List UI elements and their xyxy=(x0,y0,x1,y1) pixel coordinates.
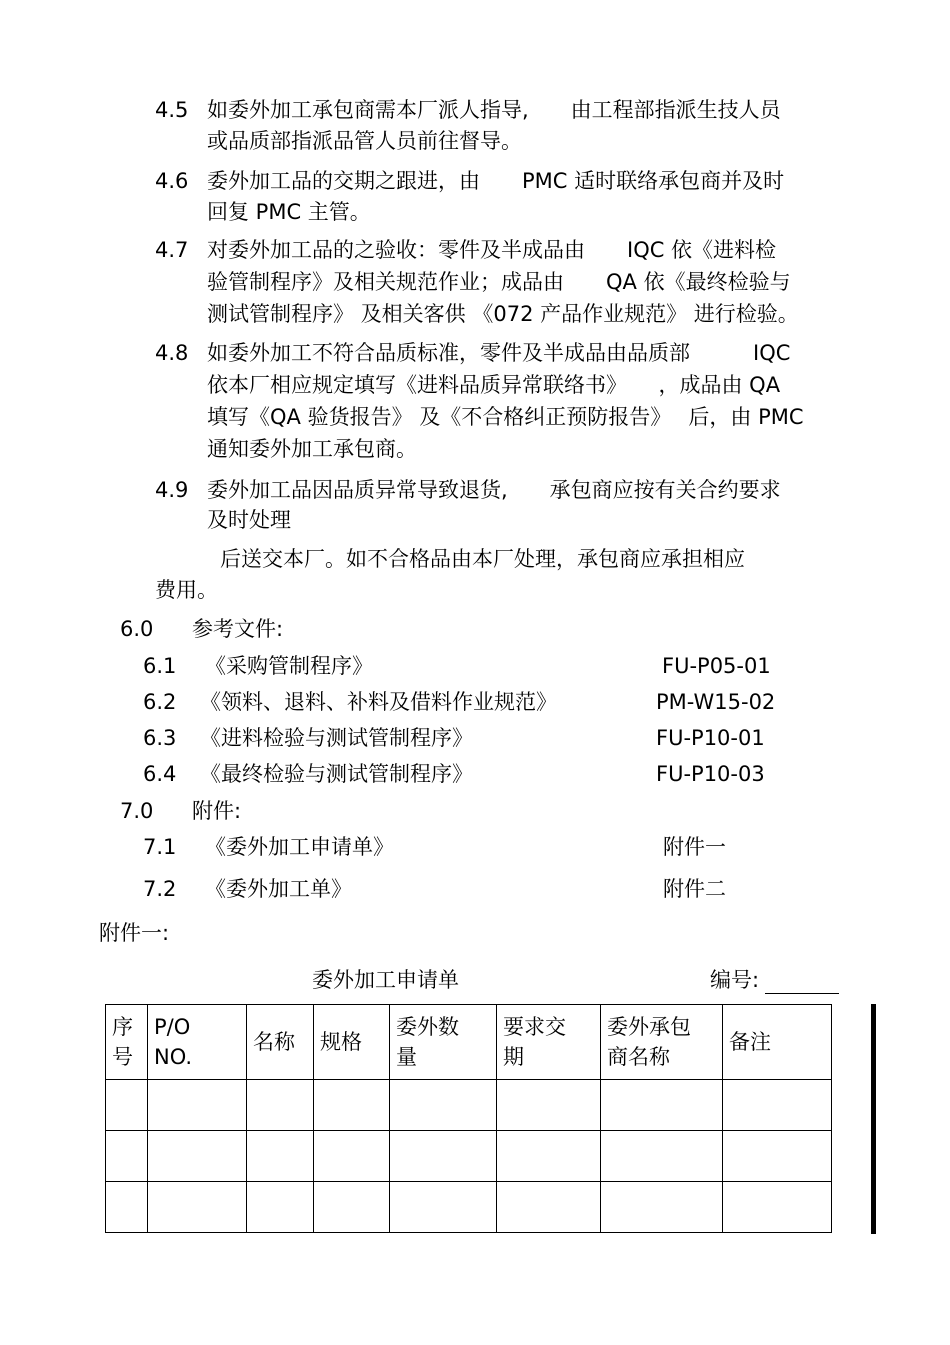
continuation-line: 后送交本厂。如不合格品由本厂处理，承包商应承担相应 xyxy=(220,547,745,571)
table-cell[interactable] xyxy=(723,1131,832,1182)
item-text-line: 对委外加工品的之验收：零件及半成品由 IQC 依《进料检 xyxy=(207,238,777,262)
header-cell: 备注 xyxy=(723,1005,832,1080)
reference-number: 6.3 xyxy=(143,726,177,750)
header-cell: 委外承包 商名称 xyxy=(601,1005,723,1080)
header-cell: 委外数 量 xyxy=(390,1005,497,1080)
attachment-number: 7.2 xyxy=(143,877,177,901)
item-text-line: 如委外加工不符合品质标准，零件及半成品由品质部 IQC xyxy=(207,341,791,365)
table-row xyxy=(106,1080,832,1131)
table-cell[interactable] xyxy=(106,1131,148,1182)
attachment-title: 《委外加工单》 xyxy=(205,877,352,901)
item-text-line: 及时处理 xyxy=(207,508,291,532)
application-form-table xyxy=(105,1004,832,1233)
margin-bar xyxy=(871,1004,876,1234)
item-text-line: 委外加工品因品质异常导致退货, 承包商应按有关合约要求 xyxy=(207,478,781,502)
table-cell[interactable] xyxy=(106,1080,148,1131)
form-title: 委外加工申请单 xyxy=(312,968,459,992)
table-cell[interactable] xyxy=(497,1131,601,1182)
item-text-line: 如委外加工承包商需本厂派人指导, 由工程部指派生技人员 xyxy=(207,98,781,122)
table-cell[interactable] xyxy=(601,1131,723,1182)
reference-title: 《领料、退料、补料及借料作业规范》 xyxy=(200,690,557,714)
header-cell: 序 号 xyxy=(106,1005,148,1080)
header-cell: 要求交 期 xyxy=(497,1005,601,1080)
reference-number: 6.4 xyxy=(143,762,177,786)
table-row xyxy=(106,1182,832,1233)
item-number: 4.7 xyxy=(155,238,189,262)
reference-title: 《采购管制程序》 xyxy=(205,654,373,678)
reference-code: PM-W15-02 xyxy=(656,690,776,714)
item-text-line: 依本厂相应规定填写《进料品质异常联络书》 ，成品由 QA xyxy=(207,373,781,397)
item-text-line: 测试管制程序》 及相关客供 《072 产品作业规范》 进行检验。 xyxy=(207,302,799,326)
reference-code: FU-P05-01 xyxy=(662,654,771,678)
reference-number: 6.2 xyxy=(143,690,177,714)
reference-title: 《进料检验与测试管制程序》 xyxy=(200,726,473,750)
section-7-title: 附件: xyxy=(192,799,242,823)
reference-title: 《最终检验与测试管制程序》 xyxy=(200,762,473,786)
table-cell[interactable] xyxy=(497,1080,601,1131)
table-cell[interactable] xyxy=(601,1182,723,1233)
attachment-number: 7.1 xyxy=(143,835,177,859)
reference-number: 6.1 xyxy=(143,654,177,678)
item-text-line: 填写《QA 验货报告》 及《不合格纠正预防报告》 后，由 PMC xyxy=(207,405,804,429)
form-number-blank[interactable] xyxy=(765,971,839,994)
form-number-label: 编号: xyxy=(710,968,760,992)
table-cell[interactable] xyxy=(247,1080,314,1131)
table-cell[interactable] xyxy=(106,1182,148,1233)
item-number: 4.6 xyxy=(155,169,189,193)
table-cell[interactable] xyxy=(601,1080,723,1131)
attachment-title: 《委外加工申请单》 xyxy=(205,835,394,859)
table-cell[interactable] xyxy=(148,1131,247,1182)
table-row xyxy=(106,1131,832,1182)
form-number xyxy=(710,966,839,994)
table-cell[interactable] xyxy=(314,1131,390,1182)
table-header-row xyxy=(106,1005,832,1080)
table-cell[interactable] xyxy=(390,1182,497,1233)
section-6-number: 6.0 xyxy=(120,617,154,641)
item-text-line: 通知委外加工承包商。 xyxy=(207,437,417,461)
section-6-title: 参考文件: xyxy=(192,617,284,641)
table-cell[interactable] xyxy=(723,1080,832,1131)
table-cell[interactable] xyxy=(497,1182,601,1233)
item-number: 4.9 xyxy=(155,478,189,502)
table-cell[interactable] xyxy=(148,1080,247,1131)
table-cell[interactable] xyxy=(247,1182,314,1233)
table-cell[interactable] xyxy=(390,1131,497,1182)
table-cell[interactable] xyxy=(723,1182,832,1233)
item-text-line: 回复 PMC 主管。 xyxy=(207,200,371,224)
item-text-line: 验管制程序》及相关规范作业；成品由 QA 依《最终检验与 xyxy=(207,270,791,294)
table-cell[interactable] xyxy=(390,1080,497,1131)
section-7-number: 7.0 xyxy=(120,799,154,823)
continuation-line: 费用。 xyxy=(155,578,218,602)
item-number: 4.8 xyxy=(155,341,189,365)
reference-code: FU-P10-03 xyxy=(656,762,765,786)
table-cell[interactable] xyxy=(247,1131,314,1182)
attachment-ref: 附件二 xyxy=(663,877,726,901)
header-cell: 名称 xyxy=(247,1005,314,1080)
table-cell[interactable] xyxy=(314,1080,390,1131)
item-text-line: 委外加工品的交期之跟进，由 PMC 适时联络承包商并及时 xyxy=(207,169,785,193)
header-cell: P/O NO. xyxy=(148,1005,247,1080)
reference-code: FU-P10-01 xyxy=(656,726,765,750)
item-text-line: 或品质部指派品管人员前往督导。 xyxy=(207,129,522,153)
table-cell[interactable] xyxy=(148,1182,247,1233)
table-cell[interactable] xyxy=(314,1182,390,1233)
header-cell: 规格 xyxy=(314,1005,390,1080)
attachment-label: 附件一: xyxy=(99,921,170,945)
attachment-ref: 附件一 xyxy=(663,835,726,859)
item-number: 4.5 xyxy=(155,98,189,122)
